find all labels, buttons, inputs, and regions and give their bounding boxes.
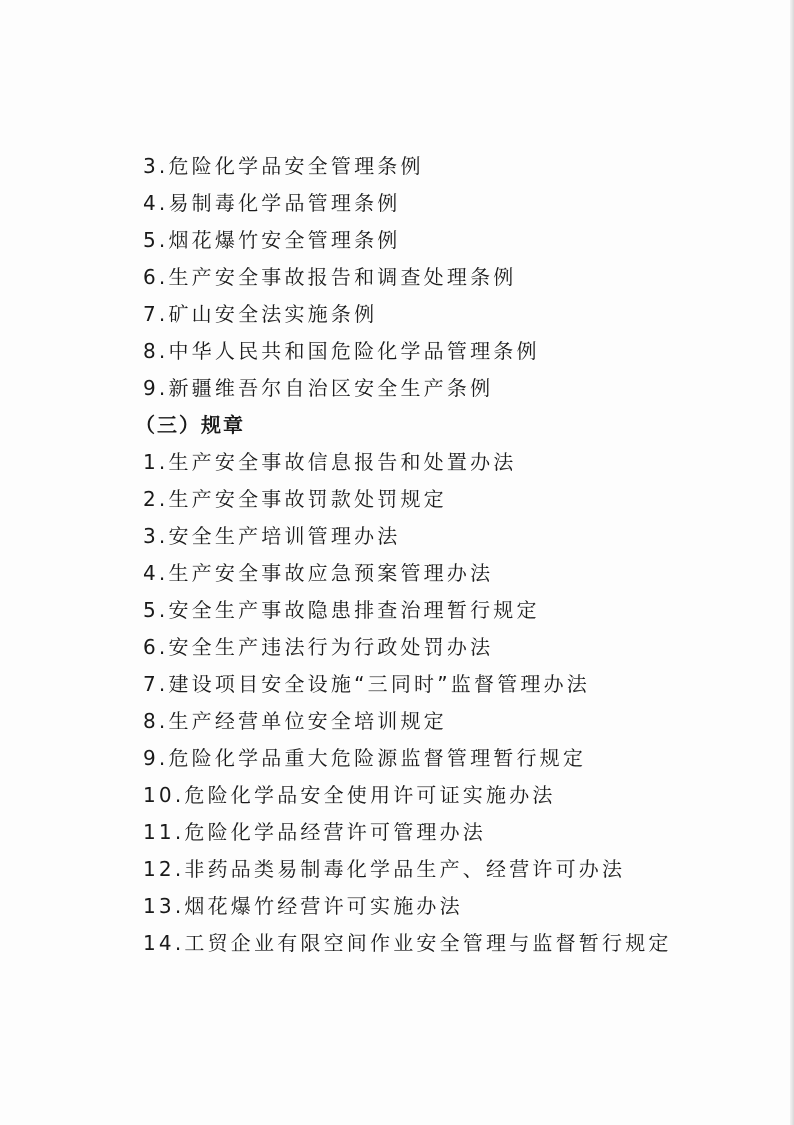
rule-item: 1.生产安全事故信息报告和处置办法: [143, 450, 517, 474]
rule-item: 8.生产经营单位安全培训规定: [143, 709, 447, 733]
rule-item: 7.建设项目安全设施“三同时”监督管理办法: [143, 672, 591, 696]
rule-item: 12.非药品类易制毒化学品生产、经营许可办法: [143, 857, 626, 881]
rule-item: 4.生产安全事故应急预案管理办法: [143, 561, 494, 585]
page-edge: [790, 0, 794, 1125]
regulation-item: 8.中华人民共和国危险化学品管理条例: [143, 339, 540, 363]
section-heading-rules: （三）规章: [135, 413, 245, 437]
regulation-item: 6.生产安全事故报告和调查处理条例: [143, 265, 517, 289]
document-body: [135, 148, 763, 962]
regulation-item: 3.危险化学品安全管理条例: [143, 154, 424, 178]
regulation-item: 5.烟花爆竹安全管理条例: [143, 228, 401, 252]
rule-item: 10.危险化学品安全使用许可证实施办法: [143, 783, 556, 807]
rule-item: 3.安全生产培训管理办法: [143, 524, 401, 548]
rule-item: 9.危险化学品重大危险源监督管理暂行规定: [143, 746, 587, 770]
rule-item: 14.工贸企业有限空间作业安全管理与监督暂行规定: [143, 931, 672, 955]
rule-item: 2.生产安全事故罚款处罚规定: [143, 487, 447, 511]
regulation-item: 9.新疆维吾尔自治区安全生产条例: [143, 376, 494, 400]
regulation-item: 7.矿山安全法实施条例: [143, 302, 378, 326]
regulation-item: 4.易制毒化学品管理条例: [143, 191, 401, 215]
rule-item: 11.危险化学品经营许可管理办法: [143, 820, 487, 844]
rule-item: 6.安全生产违法行为行政处罚办法: [143, 635, 494, 659]
rule-item: 5.安全生产事故隐患排查治理暂行规定: [143, 598, 540, 622]
rule-item: 13.烟花爆竹经营许可实施办法: [143, 894, 463, 918]
